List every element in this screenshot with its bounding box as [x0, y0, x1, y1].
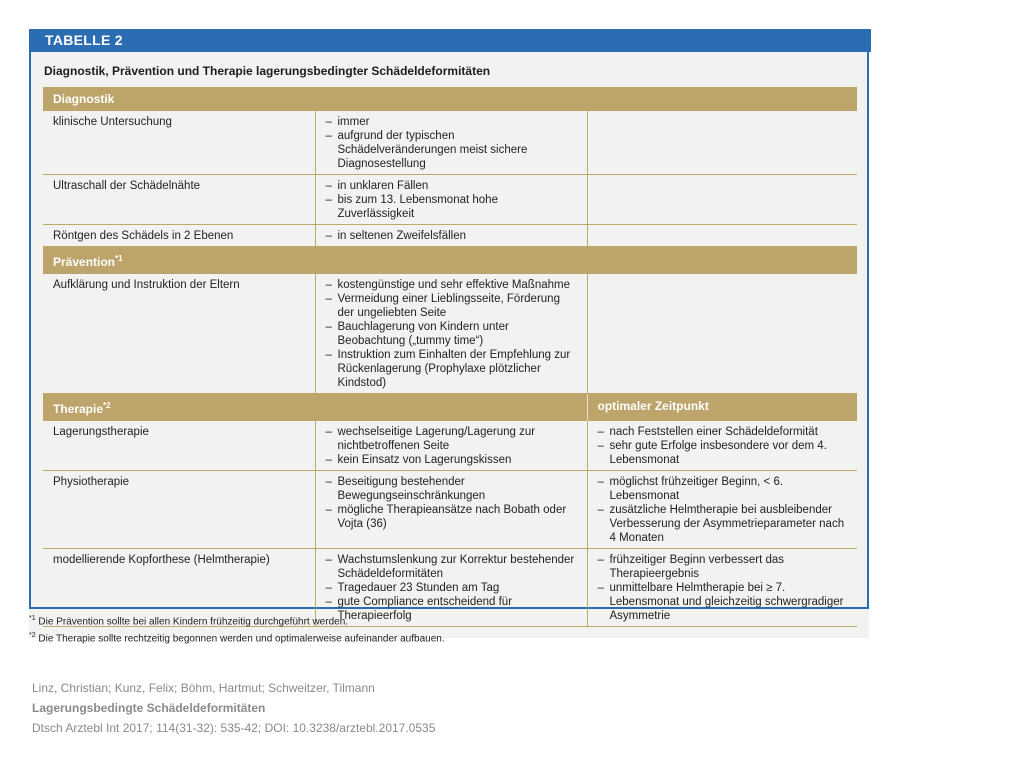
- list-item: – frühzeitiger Beginn verbessert das Therapieergebnis: [598, 553, 848, 581]
- row-items: [315, 111, 587, 175]
- row-items: [315, 175, 587, 225]
- row-name: klinische Untersuchung: [43, 111, 315, 175]
- section-therapie: [43, 394, 857, 422]
- list-item: – Instruktion zum Einhalten der Empfehlung zur Rückenlagerung (Prophylaxe plötzlicher Kindstod): [326, 348, 577, 390]
- list-item: – möglichst frühzeitiger Beginn, < 6. Lebensmonat: [598, 475, 848, 503]
- section-header-label: Therapie: [53, 402, 104, 416]
- table-row: [43, 421, 857, 471]
- list-item: – unmittelbare Helmtherapie bei ≥ 7. Lebensmonat und gleichzeitig schwergradiger Asymmetrie: [598, 581, 848, 623]
- row-timing: [587, 421, 857, 471]
- footnote-mark: *2: [103, 401, 111, 410]
- table-row: [43, 111, 857, 175]
- list-item: – sehr gute Erfolge insbesondere vor dem 4. Lebensmonat: [598, 439, 848, 467]
- section-header: [43, 247, 857, 275]
- footnote-text: Die Therapie sollte rechtzeitig begonnen werden und optimalerweise aufeinander aufbauen.: [38, 633, 445, 645]
- row-timing: [587, 274, 857, 394]
- row-timing: [587, 111, 857, 175]
- section-praevention: [43, 247, 857, 275]
- section-header: Diagnostik: [43, 87, 857, 111]
- list-item: – Wachstumslenkung zur Korrektur bestehender Schädeldeformitäten: [326, 553, 577, 581]
- list-item: – gute Compliance entscheidend für Therapieerfolg: [326, 595, 577, 623]
- citation: [32, 678, 435, 738]
- row-items: [315, 421, 587, 471]
- table-row: [43, 225, 857, 247]
- table-title: Diagnostik, Prävention und Therapie lagerungsbedingter Schädeldeformitäten: [44, 64, 491, 78]
- row-name: Physiotherapie: [43, 471, 315, 549]
- row-timing: [587, 175, 857, 225]
- row-timing: [587, 225, 857, 247]
- citation-title: Lagerungsbedingte Schädeldeformitäten: [32, 701, 266, 715]
- row-name: Röntgen des Schädels in 2 Ebenen: [43, 225, 315, 247]
- table-figure: [29, 29, 869, 645]
- table-row: [43, 471, 857, 549]
- timing-header: optimaler Zeitpunkt: [587, 394, 857, 422]
- section-header: [43, 394, 587, 422]
- table-row: [43, 175, 857, 225]
- footnote: [29, 629, 445, 646]
- row-name: Lagerungstherapie: [43, 421, 315, 471]
- row-name: Aufklärung und Instruktion der Eltern: [43, 274, 315, 394]
- table-row: [43, 274, 857, 394]
- list-item: – kostengünstige und sehr effektive Maßnahme: [326, 278, 577, 292]
- list-item: – aufgrund der typischen Schädelveränderungen meist sichere Diagnosestellung: [326, 129, 577, 171]
- footnote: [29, 612, 445, 629]
- list-item: – Tragedauer 23 Stunden am Tag: [326, 581, 577, 595]
- list-item: – immer: [326, 115, 577, 129]
- section-header-label: Prävention: [53, 255, 116, 269]
- table-label: TABELLE 2: [31, 29, 871, 52]
- row-name: modellierende Kopforthese (Helmtherapie): [43, 549, 315, 627]
- row-name: Ultraschall der Schädelnähte: [43, 175, 315, 225]
- row-items: [315, 471, 587, 549]
- list-item: – nach Feststellen einer Schädeldeformität: [598, 425, 848, 439]
- list-item: – kein Einsatz von Lagerungskissen: [326, 453, 577, 467]
- footnote-mark: *2: [29, 632, 36, 640]
- citation-authors: Linz, Christian; Kunz, Felix; Böhm, Hartmut; Schweitzer, Tilmann: [32, 681, 375, 695]
- list-item: – Beseitigung bestehender Bewegungseinschränkungen: [326, 475, 577, 503]
- row-items: [315, 274, 587, 394]
- footnotes: [29, 612, 445, 647]
- list-item: – zusätzliche Helmtherapie bei ausbleibender Verbesserung der Asymmetrieparameter nach 4 Monaten: [598, 503, 848, 545]
- citation-source: Dtsch Arztebl Int 2017; 114(31-32): 535-42; DOI: 10.3238/arztebl.2017.0535: [32, 721, 436, 735]
- footnote-text: Die Prävention sollte bei allen Kindern frühzeitig durchgeführt werden.: [38, 616, 349, 628]
- list-item: – wechselseitige Lagerung/Lagerung zur nichtbetroffenen Seite: [326, 425, 577, 453]
- list-item: – in seltenen Zweifelsfällen: [326, 229, 577, 243]
- list-item: – Vermeidung einer Lieblingsseite, Förderung der ungeliebten Seite: [326, 292, 577, 320]
- footnote-mark: *1: [115, 254, 123, 263]
- list-item: – in unklaren Fällen: [326, 179, 577, 193]
- section-diagnostik: [43, 87, 857, 111]
- list-item: – bis zum 13. Lebensmonat hohe Zuverlässigkeit: [326, 193, 577, 221]
- data-table: [43, 87, 857, 627]
- list-item: – mögliche Therapieansätze nach Bobath oder Vojta (36): [326, 503, 577, 531]
- row-items: [315, 225, 587, 247]
- row-timing: [587, 471, 857, 549]
- row-timing: [587, 549, 857, 627]
- list-item: – Bauchlagerung von Kindern unter Beobachtung („tummy time“): [326, 320, 577, 348]
- footnote-mark: *1: [29, 615, 36, 622]
